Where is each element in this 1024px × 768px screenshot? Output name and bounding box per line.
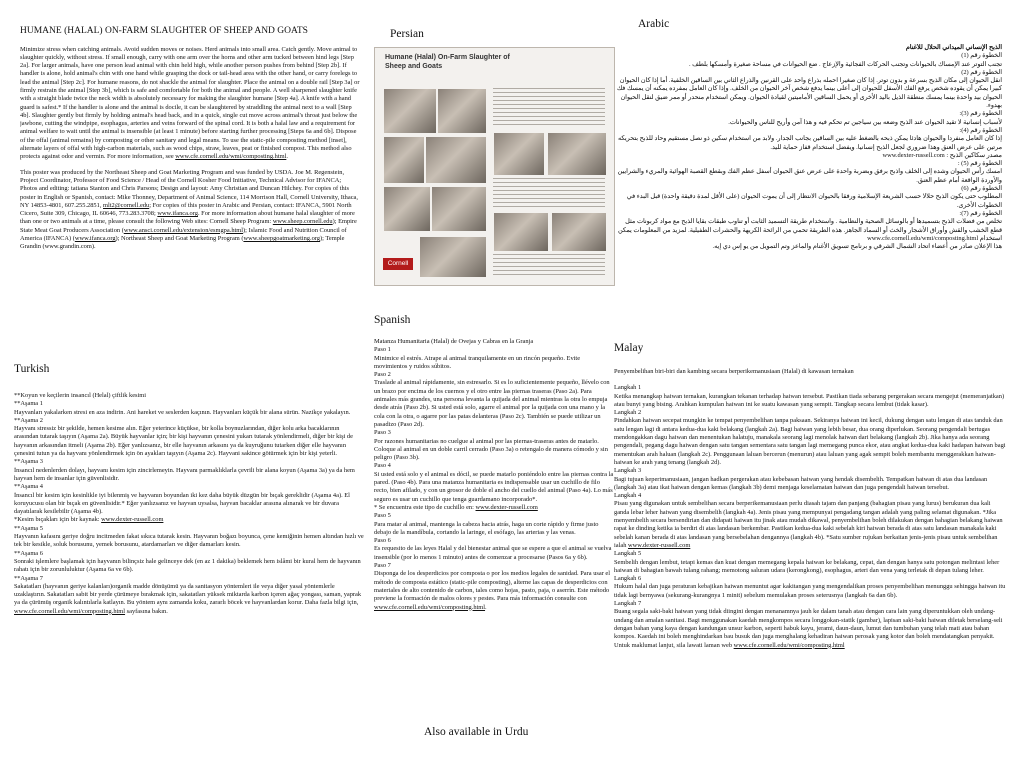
persian-poster-image bbox=[374, 47, 615, 286]
malay-line: Langkah 3 bbox=[614, 467, 642, 475]
malay-knife-link[interactable]: www.dexter-russell.com bbox=[628, 541, 691, 549]
persian-text-block bbox=[493, 88, 605, 128]
turkish-line: **Aşama 1 bbox=[14, 400, 43, 408]
persian-heading: Persian bbox=[390, 28, 424, 40]
step-photo bbox=[431, 186, 487, 232]
malay-line: Hukum halal dan juga peraturan kebajikan haiwan menuntut agar kakitangan yang mengendalikan proses penyembelihan menunggu sehingga haiwan itu tidak lagi bernyawa (sekurang-kurangnya 1 minit) sebelum memulakan proses seterusnya (langkah 6a dan 6b). bbox=[614, 583, 1006, 599]
malay-spacer bbox=[614, 376, 1006, 384]
spanish-line: Paso 3 bbox=[374, 429, 391, 437]
malay-line: Sembelih dengan lembut, tetapi kemas dan kuat dengan memegang kepala haiwan ke belakang, cepat, dan dengan hanya satu potongan melintasi leher haiwan di bahagian bawah tulang rahang; memotong saluran udara (kerongkong), esophagus, arteri dan vena yang terletak di depan tulang leher. bbox=[614, 558, 1000, 574]
spanish-line: Paso 2 bbox=[374, 371, 391, 379]
turkish-section bbox=[14, 392, 364, 768]
arabic-line: تجنب التوتر عند الإمساك بالحيوانات وتجنب الحركات الفجائية والإزعاج . ضع الحيوانات في مساحة صغيرة وأمسكها بلطف . bbox=[688, 60, 1002, 68]
urdu-note: Also available in Urdu bbox=[424, 726, 529, 738]
poster-title: Humane (Halal) On-Farm Slaughter of Sheep and Goats bbox=[385, 54, 510, 70]
turkish-line: **Aşama 3 bbox=[14, 458, 43, 466]
spanish-line: Traslade al animal rápidamente, sin estresarlo. Si es lo suficientemente pequeño, llévelo con un brazo por encima de los cuernos y el otro entre las piernas traseras (Paso 2a). Para animales más grandes, una persona levanta la quijada del animal mientras la otra lo empuja desde atrás (Paso 2b). Si usted está solo, agarre el animal por la quijada con una mano y la cola con la otra, o agarre por las patas delanteras (Paso 2c). También se puede utilizar un pasadizo (Paso 2d). bbox=[374, 379, 610, 428]
arabic-line: الخطوة رقم (2) bbox=[961, 68, 1002, 76]
arabic-line: المطلوب حتى يكون الذبح حلالا حسب الشريعة الإسلامية ورفقا بالحيوان الانتظار إلى أن يموت الحيوان (على الأقل لمدة دقيقة واحدة) قبل البدء في الخطوات الأخرى. bbox=[626, 193, 1002, 209]
spanish-line: Paso 4 bbox=[374, 462, 391, 470]
turkish-compost-text: Sakatatları (hayvanın geriye kalanları)organik madde dönüşümü ya da sanitasyon yöntemleri ile veya diğer yasal yöntemlerle uzaklaştırın. Sakatatları sabit bir yerde çürümeye bırakmak için, sakatatları yüksek miktarda karbon içeren ağaç yongası, saman, yaprak ya da çürümüş organik kalıntılarla katlayın. Bu yöntem aynı zamanda koku, zararlı böcek ve hayvanlardan korur. Daha fazla bilgi için, www.cfe.cornell.edu/wmi/composting.html sayfasına bakın. bbox=[14, 582, 362, 615]
arabic-line: تخلص من فضلات الذبح بتسميدها أو بالوسائل الصحية والنظامية . واستخدام طريقة التسميد الثابت أو تناوب طبقات بقايا الذبح مع مواد كربونات مثل قطع الخشب والقش وأوراق الأشجار والخث أو السماد الجاهز. هذه الطريقة تحمي من الرائحة الكريهة والحشرات الطفيلية. لمزيد من المعلومات يمكن استخدام www.cfe.cornell.edu/wmi/composting.html bbox=[617, 218, 1002, 242]
cornell-logo: Cornell bbox=[383, 258, 413, 270]
english-body: Minimize stress when catching animals. Avoid sudden moves or noises. Herd animals into small area. Catch gently. Move animal to slaughter quickly, without stress. If small enough, carry with one arm over the horns and other arm tucked between hind legs [Step 2a]. For larger animals, have one person lead animal with chin held high, while another person pushes from behind [Step 2b]. If handler is alone, hold animal's chin with one hand while grasping the dock or tail-head area with the other hand, or carry forelegs to lead the animal [Step 2c]. For humane reasons, do not shackle the animal for slaughter. Place the animal on a double rail [Step 3a] or firmly restrain the animal [Step 3b], which is safe and comfortable for both the animal and people. A well sharpened slaughter knife with a straight blade twice the neck width is absolutely necessary for making the slaughter humane [Step 4a]. A knife with a hand guard is safest.* If the handler is alone and the animal is docile, it can be slaughtered by straddling the animal next to a wall [Step 4b]. Slaughter gently but firmly by holding animal's head back, and in a quick, single cut move across animal's throat just below the jawbone, cutting the windpipe, esophagus, arteries and veins forward of the spinal cord. It is both a halal law and a requirement for animal welfare to wait until the animal is insensible (at least 1 minute) before starting further processing [Steps 6a and 6b]. Dispose of the offal (animal remains) by composting or other sanitary and legal means. To use the static-pile composting method [inset], alternate layers of offal with high-carbon materials, such as wood chips, straw, leaves, peat or finished compost. This method also protects against odor and vermin. For more information, see www.cfe.cornell.edu/wmi/composting.html. bbox=[20, 45, 360, 161]
english-email-link[interactable]: mlt2@cornell.edu bbox=[103, 201, 150, 209]
malay-line: Langkah 7 bbox=[614, 600, 642, 608]
spanish-heading: Spanish bbox=[374, 314, 411, 326]
step-photo bbox=[551, 212, 607, 252]
malay-line: Langkah 4 bbox=[614, 492, 642, 500]
malay-compost-text: Buang segala saki-baki haiwan yang tidak diingini dengan menanamnya jauh ke dalam tanah atau dengan cara lain yang diperuntukkan oleh undang-undang dan amalan sanitasi. Bagi menggunakan kaedah mengkompos secara longgokan-statik (gambar), lapisan saki-baki haiwan diletak berselang-seli dengan bahan yang kaya dengan kandungan unsur karbon, seperti habuk kayu, jerami, daun-daun, lumut dan tumbuhan yang telah mati atau bahan kompos. Kaedah ini boleh menghindarkan bau busuk dan juga menghalang kehadiran haiwan perosak yang kotor dan boleh mendatangkan penyakit. Untuk maklumat lanjut, sila lawati laman web www.cfe.cornell.edu/wmi/composting.html bbox=[614, 608, 1003, 649]
turkish-line: **Aşama 4 bbox=[14, 483, 43, 491]
english-sheep-link[interactable]: www.sheep.cornell.edu bbox=[272, 218, 333, 226]
arabic-line: لأسباب إنسانية لا تقيد الحيوان عند الذبح وضعه بين سياجين تم تحكم فيه و هذا آمن وأريح للناس والحيوانات. bbox=[728, 118, 1002, 126]
spanish-line: Paso 5 bbox=[374, 512, 391, 520]
turkish-heading: Turkish bbox=[14, 363, 50, 375]
spanish-compost-link[interactable]: www.cfe.cornell.edu/wmi/composting.html bbox=[374, 603, 486, 611]
turkish-knife-link[interactable]: www.dexter-russell.com bbox=[101, 516, 164, 524]
arabic-line: الخطوة رقم (1) bbox=[961, 52, 1002, 60]
spanish-line: Si usted está solo y el animal es dócil, se puede matarlo poniéndolo entre las piernas contra la pared. (Paso 4b). Para una matanza humanitaria es indispensable usar un cuchillo de filo recto, bien afilado, y con un grosor de doble el ancho del cuello del animal (Paso 4a). Lo más seguro es usar un cuchillo que tenga guardamano incorporado*. bbox=[374, 470, 614, 503]
turkish-line: **Koyun ve keçilerin insancıl (Helal) çiftlik kesimi bbox=[14, 392, 147, 399]
arabic-line: الخطوة رقم (3): bbox=[959, 110, 1002, 118]
step-photo bbox=[425, 136, 487, 184]
turkish-knife-source: *Kesim bıçakları için bir kaynak: www.dexter-russell.com bbox=[14, 516, 164, 524]
turkish-line: İnsancıl nedenlerden dolayı, hayvanı kesim için zincirlemeyin. Hayvanı parmaklıklarla çevrili bir alana koyun (Aşama 3a) ya da hem hayvan hem de insanlar için güvenlisidir. bbox=[14, 466, 355, 482]
english-credits: This poster was produced by the Northeast Sheep and Goat Marketing Program and was funded by USDA. Joe M. Regenstein, Project Coordinator, Professor of Food Science / Head of the Cornell Kosher Food Initiative, Technical Advisor for IFANCA; Photos and editing: tatiana Stanton and Chris Parsons; Design and layout: Amy Christian and Duncan Hilchey. For copies of this poster in English or Spanish, contact: Mike Thonney, Department of Animal Science, 114 Morrison Hall, Cornell University, Ithaca, NY 14853-4801, 607.255.2851, mlt2@cornell.edu; For copies of this poster in Arabic and Persian, contact: IFANCA, 5901 North Cicero, Suite 309, Chicago, IL 60646, 773.283.3708; www.ifanca.org. For more information about humane halal slaughter of more than one or two animals at a time, please consult the following Web sites: Cornell Sheep Program: www.sheep.cornell.edu); Empire State Meat Goat Producers Association (www.ansci.cornell.edu/extension/esmgpa.html); Islamic Food and Nutrition Council of America (IFANCA) (www.ifanca.org); Northeast Sheep and Goat Marketing Program (www.sheepgoatmarketing.org); Temple Grandin (www.grandin.com). bbox=[20, 168, 358, 251]
malay-line: Langkah 2 bbox=[614, 409, 642, 417]
english-title: HUMANE (HALAL) ON-FARM SLAUGHTER OF SHEEP AND GOATS bbox=[20, 26, 308, 36]
english-ifanca-link-2[interactable]: www.ifanca.org bbox=[74, 235, 116, 243]
malay-compost-link[interactable]: www.cfe.cornell.edu/wmi/composting.html bbox=[733, 641, 845, 649]
turkish-line: **Aşama 2 bbox=[14, 416, 43, 424]
spanish-knife-link[interactable]: www.dexter-russell.com bbox=[475, 503, 538, 511]
turkish-compost-link[interactable]: www.cfe.cornell.edu/wmi/composting.html bbox=[14, 607, 126, 615]
step-photo bbox=[547, 132, 607, 176]
spanish-line: Por razones humanitarias no cuelgue al animal por las piernas-traseras antes de matarlo. Coloque al animal en un doble carril cerrado (Paso 3a) o retengalo de manera cómodo y sin peligro (Paso 3b). bbox=[374, 437, 608, 462]
english-composting-link[interactable]: www.cfe.cornell.edu/wmi/composting.html bbox=[175, 153, 287, 161]
turkish-line: **Aşama 6 bbox=[14, 549, 43, 557]
persian-text-block bbox=[493, 178, 605, 208]
step-photo bbox=[437, 88, 487, 134]
arabic-line: مصدر سكاكين الذبح : www.dexter-russell.com bbox=[882, 151, 1002, 159]
arabic-title: الذبح الإنساني الميداني الحلال للأغنام bbox=[905, 44, 1002, 51]
arabic-line: هذا الإعلان صادر من أعضاء اتحاد الشمال الشرقي و برنامج تسويق الأغنام والماعز وتم التمويل من يو إس دي إيه. bbox=[712, 243, 1002, 251]
arabic-line: الخطوة رقم (7): bbox=[959, 209, 1002, 217]
spanish-line: Paso 1 bbox=[374, 346, 391, 354]
malay-line: Langkah 1 bbox=[614, 384, 642, 392]
persian-text-block bbox=[493, 254, 605, 278]
turkish-line: **Aşama 5 bbox=[14, 524, 43, 532]
english-ifanca-link[interactable]: www.ifanca.org bbox=[157, 210, 198, 218]
arabic-line: الخطوة رقم (5) : bbox=[957, 160, 1002, 168]
malay-line: Pindahkan haiwan secepat mungkin ke tempat penyembelihan tanpa paksaan. Sekiranya haiwan ini kecil, dukung dengan satu lengan di atas tanduk dan satu lengan lagi di antara kedua-dua kaki belakang (langkah 2a). Bagi haiwan yang lebih besar, dua orang diperlukan. Seorang pengendali bertugas mendongakkan dagu haiwan dan menentukan halatuju, manakala seorang lagi menolak haiwan dari belakang (langkah 2b). Jika hanya ada seorang pengendali, pegang dagu haiwan dengan satu tangan sementara satu tangan lagi memegang punca ekor, atau angkat kedua-dua kaki hadapan haiwan bagi menentukan arah haluan (langkah 2c). Penggunaan laluan bercerun (menurun) atau laluan yang agak sempit boleh membantu menggerakkan haiwan-haiwan ke arah yang tenang (langkah 2d). bbox=[614, 417, 1006, 466]
spanish-knife-source: * Se encuentra este tipo de cuchillo en: www.dexter-russell.com bbox=[374, 503, 538, 511]
malay-line: Langkah 5 bbox=[614, 550, 642, 558]
arabic-line: امسك رأس الحيوان وشده إلى الخلف واذبح برفق وبضربة واحدة على عرض عنق الحيوان أسفل عظم الفك وبقطع القصبة الهوائية والمريء والشرايين والأوردة الواقعة أمام عظم العنق. bbox=[617, 168, 1002, 184]
turkish-line: Hayvanları yakalarken stresi en aza indirin. Ani hareket ve seslerden kaçının. Hayvanları küçük bir alana sürün. Nazikçe yakalayın. bbox=[14, 408, 351, 416]
turkish-line: İnsancıl bir kesim için kesinlikle iyi bilenmiş ve hayvanın boyundan iki kez daha büyük düzgün bir bıçak gereklidir (Aşama 4a). El koruyucusu olan bir bıçak en güvenlisidir.* Eğer yanlızsanız ve hayvan uysalsa, hayvan bacaklar arasına alınarak ve bir duvara dayatılarak kesilebilir (Aşama 4b). bbox=[14, 491, 350, 516]
spanish-line: Matanza Humanitaria (Halal) de Ovejas y Cabras en la Granja bbox=[374, 338, 534, 345]
english-sheepgoat-link[interactable]: www.sheepgoatmarketing.org bbox=[243, 235, 321, 243]
malay-section bbox=[614, 368, 1006, 768]
spanish-line: Minimice el estrés. Atrape al animal tranquilamente en un rincón pequeño. Evite movimientos y ruidos súbitos. bbox=[374, 354, 581, 370]
arabic-section bbox=[616, 44, 1002, 314]
turkish-line: Sonraki işlemlere başlamak için hayvanın bilinçsiz hale gelinceye dek (en az 1 dakika) beklemek hem islâmi bir kural hem de hayvanın rahatı için bir zorunluluktur (Aşama 6a ve 6b). bbox=[14, 557, 361, 574]
malay-line: Langkah 6 bbox=[614, 575, 642, 583]
spanish-line: Paso 6 bbox=[374, 537, 391, 545]
malay-line: Ketika menangkap haiwan ternakan, kurangkan tekanan terhadap haiwan tersebut. Pastikan tiada sebarang pergerakan secara mengejut (memeranjatkan) atau bunyi yang bising. Arahkan kumpulan haiwan ini ke suatu kawasan yang sempit. Tangkap secara lembut (tidak kasar). bbox=[614, 392, 1005, 408]
step-photo bbox=[493, 132, 545, 176]
step-photo bbox=[383, 136, 425, 184]
spanish-line: Para matar al animal, mantenga la cabeza hacia atrás, haga un corte rápido y firme justo debajo de la mandíbula, cortando la laringe, el esófago, las arterias y las venas. bbox=[374, 520, 599, 536]
turkish-line: **Aşama 7 bbox=[14, 574, 43, 582]
spanish-section bbox=[374, 338, 614, 678]
spanish-compost-text: Disponga de los desperdicios por composta o por los medios legales de sanidad. Para usar el método de composta estático (static-pile composting), alterne las capas de desperdicios con materiales de alto contenido de carbon, tales como hojas, pasto, paja, o aserrín. Este método previene la formación de malos olores y pestes. Para más información consulte con www.cfe.cornell.edu/wmi/composting.html. bbox=[374, 570, 611, 611]
step-photo bbox=[493, 212, 549, 252]
step-photo bbox=[383, 88, 437, 134]
malay-heading: Malay bbox=[614, 342, 644, 354]
malay-title: Penyembelihan biri-biri dan kambing secara berperikemanusiaan (Halal) di kawasan ternakan bbox=[614, 368, 854, 375]
english-esmgpa-link[interactable]: www.ansci.cornell.edu/extension/esmgpa.html bbox=[123, 226, 244, 234]
step-photo bbox=[383, 186, 431, 232]
spanish-line: Paso 7 bbox=[374, 562, 391, 570]
arabic-line: إذا كان العامل منفردا والحيوان هادئا يمكن ذبحه بالضغط عليه بين الساقين بجانب الجدار. ولابد من استخدام سكين ذو نصل مستقيم وحاد للذبح بتحريكه مرتين على عرض العنق وهذا ضروري لجعل الذبح إنسانيا. ويفضل استخدام قفاز حماية لليد. bbox=[617, 135, 1002, 151]
malay-line: Bagi tujuan keperimanusiaan, jangan hadkan pergerakan atau kebebasan haiwan yang hendak disembelih. Tempatkan haiwan di atas dua landasan (langkah 3a) atau ikat haiwan dengan kemas (langkah 3b) demi menjaga keselamatan haiwan dan juga pengendali haiwan tersebut. bbox=[614, 475, 988, 491]
spanish-line: Es requesito de las leyes Halal y del bienestar animal que se espere a que el animal se vuelva insensible (por lo menos 1 minuto) antes de comenzar a procesarse (Pasos 6a y 6b). bbox=[374, 545, 612, 561]
malay-knife-source: Pisau yang digunakan untuk sembelihan secara berperikemanusiaan perlu diasah tajam dan panjang (bahagian pisau yang lurus) berukuran dua kali ganda lebar leher haiwan yang disembelih (langkah 4a). Jenis pisau yang mempunyai pengadang tangan adalah yang paling selamat digunakan. *Jika menyembelih secara bersendirian dan didapati haiwan itu jinak atau mudah dikawal, penyembelihan boleh dilakukan dengan bahagian belakang haiwan rapat ke dinding ketika ia berdiri di atas landasan berkembar. Pastikan kedua-dua kaki sebelah kiri haiwan berada di atas satu landasan manakala kaki sebelah kanan berada di atas landasan yang bersebelahan dengannya (langkah 4b). *Satu sumber rujukan berkaitan jenis-jenis pisau untuk sembelihan ialah www.dexter-russell.com bbox=[614, 500, 1003, 549]
arabic-line: الخطوة رقم (6) bbox=[961, 185, 1002, 193]
turkish-line: Hayvanı stressiz bir şekilde, hemen kesime alın. Eğer yeterince küçükse, bir kolla boynuzlarından, diğer kolu arka bacaklarının arasından tutarak taşıyın (Aşama 2a). Büyük hayvanlar için; bir kişi hayvanın çenesini yukarı tutarak yönlendirmeli, diğer bir kişi de hayvanın arkasından itmeli (Aşama 2b). Eğer yanlızsanız, bir elle hayvanın arkasını ya da kuyruğunu tutarken diğer elle hayvanın çenesini tutun ya da hayvanı yönlendirmek için ön ayakları taşıyın (Aşama 2c). Hayvani sakince götürmek için bir kişi yeterli. bbox=[14, 425, 353, 458]
arabic-heading: Arabic bbox=[638, 18, 670, 30]
arabic-line: انقل الحيوان إلى مكان الذبح بسرعة و بدون توتر. إذا كان صغيرا احمله بذراع واحد على القرنين والذراع الثاني بين الساقين الخلفية. أما إذا كان الحيوان كبيرا يمكن أن يقوده شخص يرفع الفك الأسفل للحيوان إلى أعلى بينما يدفع شخص آخر الحيوان من الخلف. وإذا كان العامل بمفرده يمكنه أن يمسك فك الحيوان بيد واحدة بينما يمسك منطقة الذيل باليد الأخرى أو يحمل الساقين الأماميتين لقيادة الحيوان. ويمكن استخدام منحدر أو ممر ضيق لنقل الحيوان بهدوء. bbox=[616, 77, 1002, 110]
arabic-line: الخطوة رقم (4): bbox=[959, 126, 1002, 134]
step-photo bbox=[419, 236, 487, 278]
english-section bbox=[20, 26, 360, 326]
turkish-line: Hayvanın kafasını geriye doğru incitmeden fakat sıkıca tutarak kesin. Hayvanın boğazı boyunca, çene kemiğinin hemen altından hızlı ve tek bir kesikle, soluk borusunu, yemek borusunu, atardamarları ve diğer damarları kesin. bbox=[14, 533, 364, 549]
